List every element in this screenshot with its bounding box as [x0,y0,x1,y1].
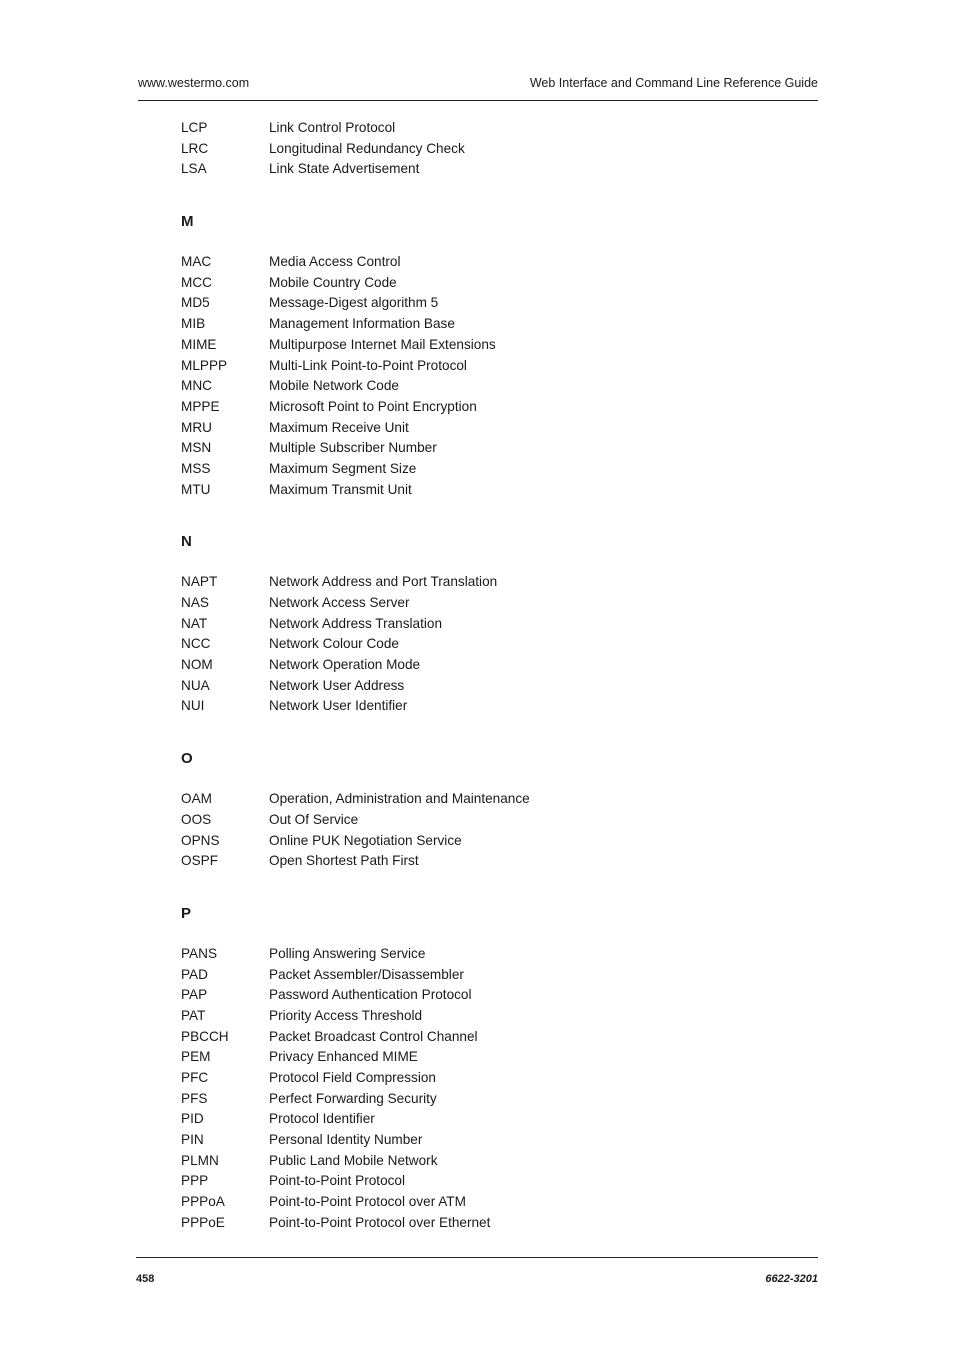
glossary-entry [181,655,781,676]
glossary-entry [181,593,781,614]
glossary-entry [181,252,781,273]
definition: Online PUK Negotiation Service [269,832,462,848]
abbreviation: OPNS [181,832,220,848]
definition: Point-to-Point Protocol [269,1173,406,1189]
definition: Out Of Service [269,811,359,827]
definition: Management Information Base [269,316,455,332]
definition: Point-to-Point Protocol over Ethernet [269,1214,491,1230]
glossary-entry [181,335,781,356]
abbreviation: PBCCH [181,1028,229,1044]
section-letter: O [181,750,193,768]
abbreviation: LSA [181,161,207,177]
glossary-entry [181,1089,781,1110]
abbreviation: PPPoE [181,1214,225,1230]
glossary-entry [181,139,781,160]
abbreviation: PEM [181,1049,211,1065]
abbreviation: PAP [181,987,208,1003]
website-url: www.westermo.com [138,76,250,90]
glossary-entry [181,118,781,139]
glossary-entry [181,831,781,852]
glossary-entry [181,696,781,717]
glossary-entry [181,293,781,314]
abbreviation: MCC [181,274,212,290]
section-spacer [181,872,781,904]
abbreviation: NAT [181,615,208,631]
definition: Multipurpose Internet Mail Extensions [269,336,496,352]
abbreviation: MSN [181,440,212,456]
section-spacer [181,180,781,212]
abbreviation: NUI [181,698,205,714]
glossary-entry [181,634,781,655]
glossary-entry [181,851,781,872]
glossary-entry [181,944,781,965]
definition: Network Access Server [269,595,410,610]
abbreviation: MTU [181,481,211,497]
abbreviation: NCC [181,636,211,652]
abbreviation: NUA [181,677,210,693]
glossary-entry [181,789,781,810]
glossary-entry [181,1047,781,1068]
glossary-entry [181,1130,781,1151]
abbreviation: OOS [181,811,212,827]
definition: Microsoft Point to Point Encryption [269,398,477,414]
definition: Network Colour Code [269,636,399,652]
glossary-entry [181,1109,781,1130]
abbreviation: NOM [181,657,213,673]
abbreviation: OSPF [181,853,219,869]
definition: Longitudinal Redundancy Check [269,140,465,156]
page-number: 458 [136,1273,155,1285]
page-header [138,76,818,101]
glossary-entry [181,273,781,294]
definition: Polling Answering Service [269,945,426,961]
abbreviation: MSS [181,460,211,476]
definition: Maximum Receive Unit [269,419,409,435]
section-letter: N [181,533,192,551]
glossary-entry [181,1213,781,1234]
section-letter: P [181,904,192,922]
definition: Multiple Subscriber Number [269,440,437,456]
definition: Point-to-Point Protocol over ATM [269,1194,466,1210]
abbreviation: PPP [181,1173,209,1189]
definition: Message-Digest algorithm 5 [269,295,439,311]
abbreviation: MNC [181,378,212,394]
abbreviation: LCP [181,120,208,135]
glossary-entry [181,1171,781,1192]
definition: Multi-Link Point-to-Point Protocol [269,357,467,373]
glossary-entry [181,810,781,831]
definition: Privacy Enhanced MIME [269,1049,418,1065]
abbreviation: PAT [181,1007,206,1023]
glossary-entry [181,314,781,335]
definition: Network Operation Mode [269,657,421,673]
definition: Public Land Mobile Network [269,1152,438,1168]
abbreviation: MPPE [181,398,220,414]
definition: Perfect Forwarding Security [269,1090,437,1106]
glossary-entry [181,480,781,501]
abbreviation: NAS [181,595,209,610]
footer-divider [136,1257,818,1258]
definition: Protocol Identifier [269,1111,375,1127]
glossary-entry [181,1006,781,1027]
abbreviation: OAM [181,791,212,807]
abbreviation: PIN [181,1132,204,1148]
definition: Priority Access Threshold [269,1007,423,1023]
glossary-entry [181,985,781,1006]
definition: Network User Identifier [269,698,408,714]
definition: Mobile Network Code [269,378,399,394]
letter-spacer [181,924,781,944]
glossary-entry [181,614,781,635]
abbreviation: MAC [181,254,212,270]
section-letter: M [181,213,194,231]
definition: Open Shortest Path First [269,853,419,869]
document-number: 6622-3201 [765,1273,818,1285]
abbreviation: PID [181,1111,204,1127]
definition: Maximum Transmit Unit [269,481,412,497]
glossary-entry [181,418,781,439]
definition: Network User Address [269,677,405,693]
glossary-entry [181,965,781,986]
abbreviation: PAD [181,966,208,982]
definition: Link State Advertisement [269,161,420,177]
glossary-entry [181,397,781,418]
abbreviation: PANS [181,945,218,961]
definition: Network Address and Port Translation [269,574,498,590]
definition: Media Access Control [269,254,401,270]
glossary-entry [181,1068,781,1089]
letter-spacer [181,552,781,572]
glossary-entry [181,159,781,180]
definition: Maximum Segment Size [269,460,417,476]
abbreviation: PPPoA [181,1194,225,1210]
definition: Password Authentication Protocol [269,987,472,1003]
definition: Packet Assembler/Disassembler [269,966,464,982]
glossary-entry [181,438,781,459]
section-spacer [181,717,781,749]
abbreviation: MRU [181,419,212,435]
letter-spacer [181,232,781,252]
definition: Mobile Country Code [269,274,397,290]
glossary-entry [181,676,781,697]
definition: Protocol Field Compression [269,1070,436,1085]
glossary-entry [181,1192,781,1213]
abbreviation: PFS [181,1090,208,1106]
glossary-entry [181,459,781,480]
definition: Packet Broadcast Control Channel [269,1028,478,1044]
letter-spacer [181,769,781,789]
abbreviation: MLPPP [181,357,228,373]
abbreviation: PFC [181,1070,209,1085]
guide-title: Web Interface and Command Line Reference Guide [529,76,818,90]
abbreviation: LRC [181,140,209,156]
glossary-entry [181,1151,781,1172]
glossary-entry [181,356,781,377]
definition: Network Address Translation [269,615,443,631]
glossary-entry [181,572,781,593]
abbreviation: NAPT [181,574,218,590]
glossary-list [181,118,781,1234]
definition: Operation, Administration and Maintenance [269,791,530,807]
abbreviation: MIB [181,316,206,332]
section-spacer [181,500,781,532]
definition: Link Control Protocol [269,120,396,135]
glossary-entry [181,376,781,397]
definition: Personal Identity Number [269,1132,423,1148]
abbreviation: MD5 [181,295,210,311]
abbreviation: PLMN [181,1152,219,1168]
glossary-entry [181,1027,781,1048]
abbreviation: MIME [181,336,217,352]
